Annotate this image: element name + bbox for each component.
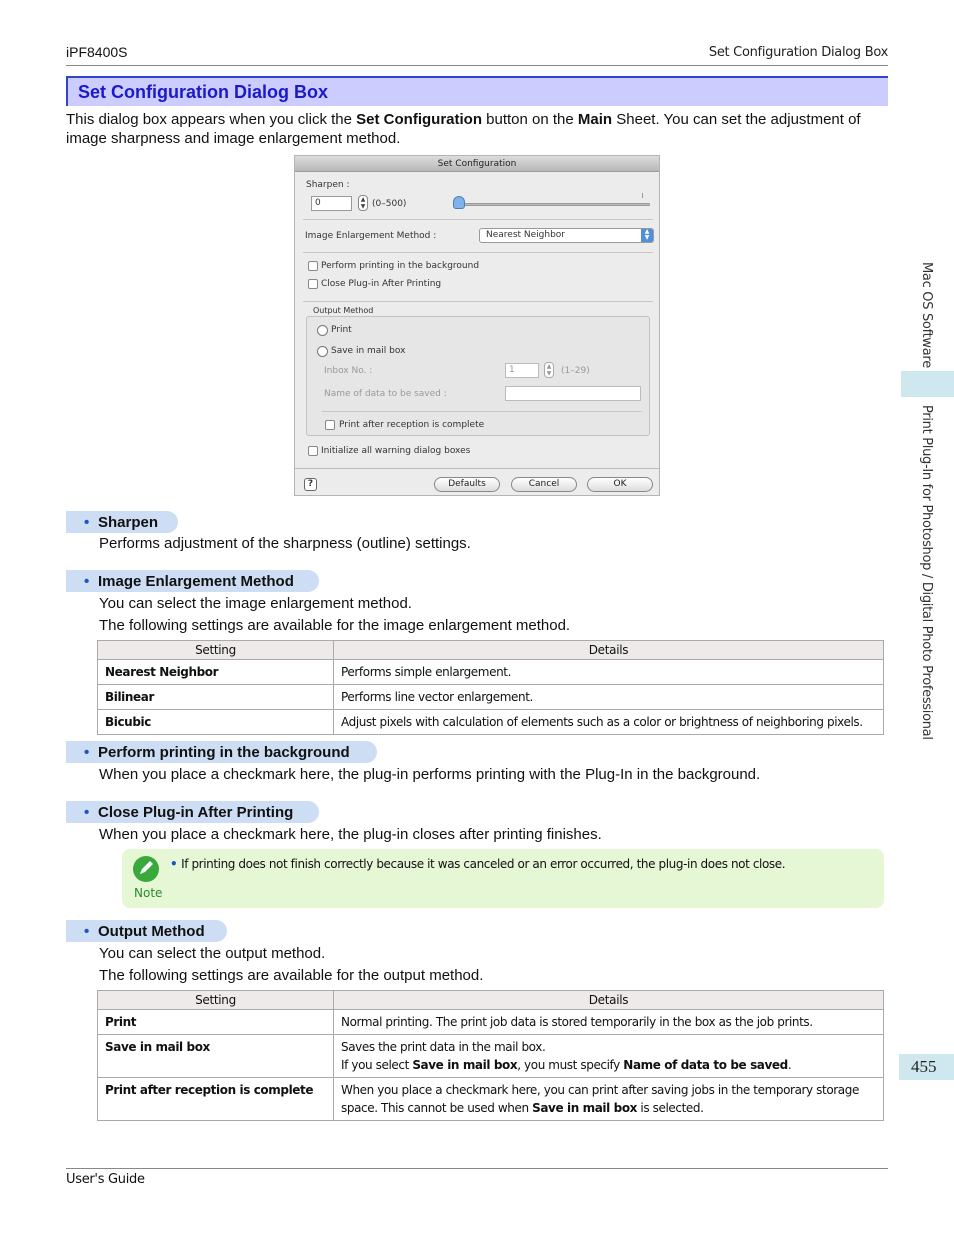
header-section: Set Configuration Dialog Box	[708, 45, 888, 60]
table-row: Bicubic Adjust pixels with calculation of elements such as a color or brightness of neighboring pixels.	[98, 710, 884, 735]
col-setting: Setting	[98, 641, 334, 660]
print-after-label: Print after reception is complete	[339, 420, 485, 430]
defaults-button[interactable]: Defaults	[434, 477, 500, 492]
inbox-input[interactable]: 1	[505, 363, 539, 378]
divider	[295, 468, 659, 469]
sharpen-stepper[interactable]: ▲ ▼	[358, 195, 368, 211]
enlargement-table	[97, 640, 884, 735]
sharpen-range: (0–500)	[372, 199, 407, 209]
output-table	[97, 990, 884, 1121]
note-text: • If printing does not finish correctly because it was canceled or an error occurred, the plug-in does not close.	[170, 857, 786, 871]
bullet-output: • Output Method	[66, 920, 227, 942]
enlargement-text-2: The following settings are available for the image enlargement method.	[99, 617, 571, 634]
footer-text: User's Guide	[66, 1172, 145, 1187]
divider	[303, 252, 653, 253]
table-header	[98, 641, 884, 660]
note-box	[122, 849, 884, 908]
inbox-stepper[interactable]: ▲ ▼	[544, 362, 554, 378]
side-label-plugin: Print Plug-In for Photoshop / Digital Photo Professional	[919, 405, 934, 740]
bullet-dot-icon: •	[84, 923, 90, 940]
section-title-bar	[66, 76, 888, 106]
init-warnings-label: Initialize all warning dialog boxes	[321, 446, 471, 456]
side-label-mac-os: Mac OS Software	[919, 262, 934, 368]
intro-paragraph: This dialog box appears when you click the Set Configuration button on the Main Sheet. You can set the adjustment of image sharpness and image enlargement method.	[66, 111, 861, 147]
set-configuration-dialog	[294, 155, 660, 496]
footer-rule	[66, 1168, 888, 1169]
ok-button[interactable]: OK	[587, 477, 653, 492]
table-row: Save in mail box Saves the print data in the mail box. If you select Save in mail box, you must specify Name of data to be saved.	[98, 1035, 884, 1078]
bullet-sharpen: • Sharpen	[66, 511, 178, 533]
note-bullet-icon: •	[170, 857, 182, 871]
table-row: Nearest Neighbor Performs simple enlargement.	[98, 660, 884, 685]
header-rule	[66, 65, 888, 66]
cancel-button[interactable]: Cancel	[511, 477, 577, 492]
output-group-box	[306, 316, 650, 436]
col-details: Details	[334, 991, 884, 1010]
divider	[303, 301, 653, 302]
note-label: Note	[134, 886, 163, 900]
bullet-dot-icon: •	[84, 573, 90, 590]
close-plugin-checkbox[interactable]	[308, 279, 318, 289]
print-label: Print	[331, 325, 352, 335]
save-mailbox-radio[interactable]	[317, 346, 328, 357]
enlargement-select-value: Nearest Neighbor	[486, 230, 566, 240]
bullet-enlargement: • Image Enlargement Method	[66, 570, 319, 592]
print-after-checkbox[interactable]	[325, 420, 335, 430]
help-icon[interactable]: ?	[304, 478, 317, 491]
bg-print-label: Perform printing in the background	[321, 261, 480, 271]
sharpen-input[interactable]: 0	[311, 196, 352, 211]
bullet-dot-icon: •	[84, 744, 90, 761]
table-row: Print Normal printing. The print job data is stored temporarily in the box as the job prints.	[98, 1010, 884, 1035]
header-model: iPF8400S	[66, 44, 128, 60]
sharpen-text: Performs adjustment of the sharpness (outline) settings.	[99, 535, 471, 552]
slider-tick	[642, 193, 643, 198]
data-name-label: Name of data to be saved :	[324, 389, 447, 399]
bullet-background: • Perform printing in the background	[66, 741, 377, 763]
bullet-close: • Close Plug-in After Printing	[66, 801, 319, 823]
divider	[303, 219, 653, 220]
init-warnings-checkbox[interactable]	[308, 446, 318, 456]
output-text-1: You can select the output method.	[99, 945, 326, 962]
close-text: When you place a checkmark here, the plug-in closes after printing finishes.	[99, 826, 602, 843]
inbox-label: Inbox No. :	[324, 366, 373, 376]
print-radio[interactable]	[317, 325, 328, 336]
col-details: Details	[334, 641, 884, 660]
bullet-dot-icon: •	[84, 514, 90, 531]
output-text-2: The following settings are available for the output method.	[99, 967, 484, 984]
table-row: Bilinear Performs line vector enlargement.	[98, 685, 884, 710]
bg-print-checkbox[interactable]	[308, 261, 318, 271]
table-row: Print after reception is complete When you place a checkmark here, you can print after saving jobs in the temporary storage space. This cannot be used when Save in mail box is selected.	[98, 1078, 884, 1121]
col-setting: Setting	[98, 991, 334, 1010]
sharpen-slider-thumb[interactable]	[453, 196, 465, 209]
enlargement-select[interactable]	[479, 228, 654, 243]
note-pencil-icon	[133, 856, 159, 882]
sharpen-label: Sharpen :	[306, 180, 350, 190]
sharpen-slider-track[interactable]	[455, 203, 650, 206]
data-name-input[interactable]	[505, 386, 641, 401]
select-arrows-icon: ▲ ▼	[641, 229, 653, 242]
page-title: Set Configuration Dialog Box	[78, 82, 328, 102]
bullet-dot-icon: •	[84, 804, 90, 821]
page-number-tab	[899, 1054, 954, 1080]
inbox-range: (1–29)	[561, 366, 590, 376]
save-mailbox-label: Save in mail box	[331, 346, 406, 356]
page-number: 455	[911, 1057, 937, 1076]
table-header	[98, 991, 884, 1010]
enlargement-text-1: You can select the image enlargement method.	[99, 595, 412, 612]
side-tab-marker	[901, 371, 954, 397]
dialog-title: Set Configuration	[295, 156, 659, 172]
divider	[322, 411, 642, 412]
background-text: When you place a checkmark here, the plug-in performs printing with the Plug-In in the background.	[99, 766, 761, 783]
output-group-label: Output Method	[313, 306, 374, 315]
enlargement-label: Image Enlargement Method :	[305, 231, 437, 241]
close-plugin-label: Close Plug-in After Printing	[321, 279, 442, 289]
